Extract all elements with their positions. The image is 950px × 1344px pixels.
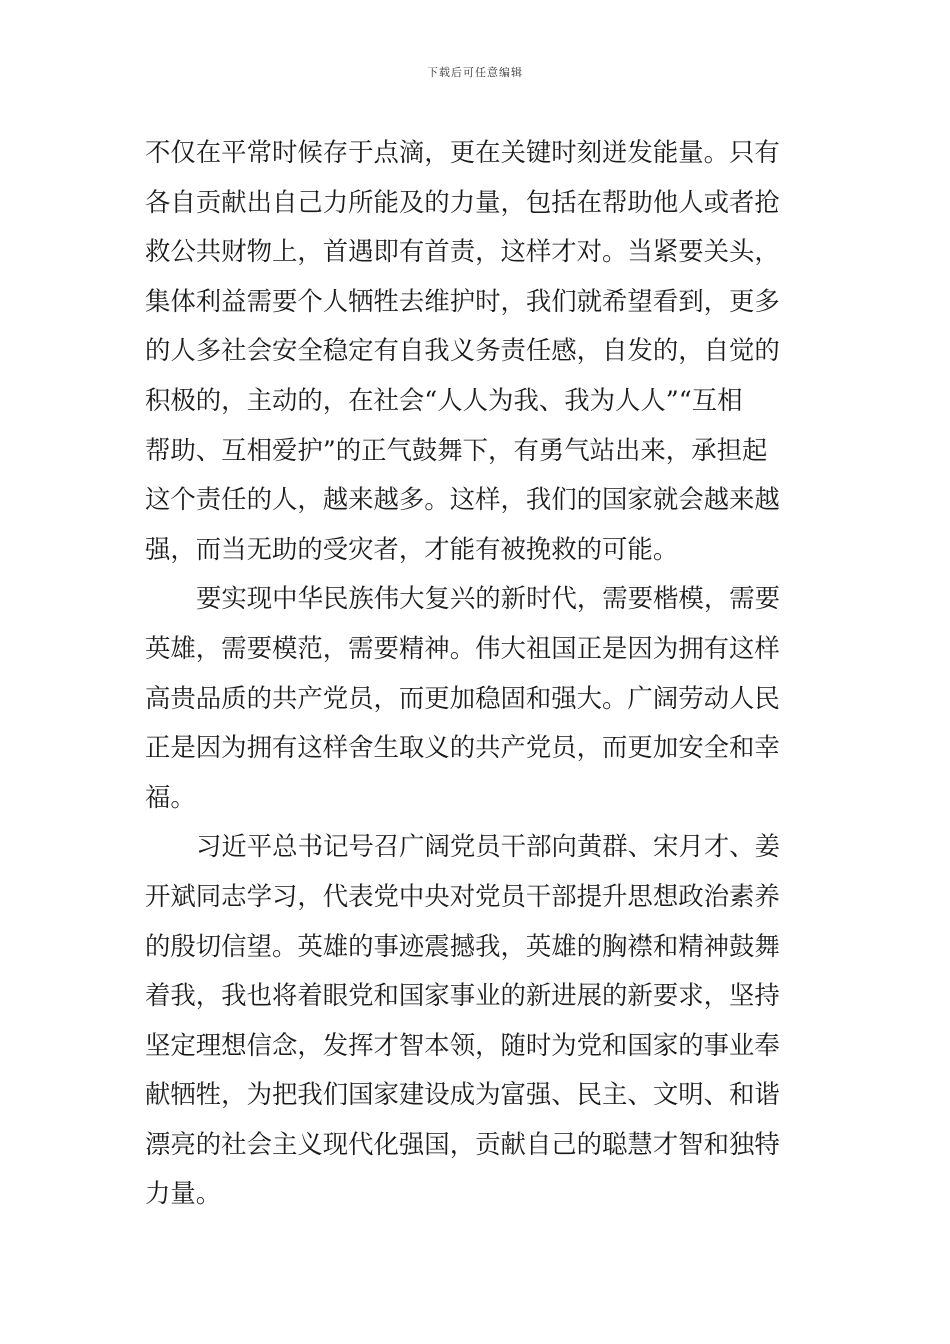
paragraph [145,574,811,822]
text-line: 不仅在平常时候存于点滴，更在关键时刻迸发能量。只有 [145,137,780,167]
text-line: 这个责任的人，越来越多。这样，我们的国家就会越来越 [145,484,780,515]
text-line: 高贵品质的共产党员，而更加稳固和强大。广阔劳动人民 [145,682,780,713]
text-line: 的殷切信望。英雄的事迹震撼我，英雄的胸襟和精神鼓舞 [145,930,780,961]
text-line: 坚定理想信念，发挥才智本领，随时为党和国家的事业奉 [145,1029,780,1060]
text-line: 帮助、互相爱护”的正气鼓舞下，有勇气站出来，承担起 [145,434,768,465]
text-line: 力量。 [145,1178,222,1209]
text-line: 英雄，需要模范，需要精神。伟大祖国正是因为拥有这样 [145,632,780,663]
text-line: 各自贡献出自己力所能及的力量，包括在帮助他人或者抢 [145,186,780,217]
paragraph [145,822,811,1219]
text-line: 强，而当无助的受灾者，才能有被挽救的可能。 [145,533,679,564]
text-line: 正是因为拥有这样舍生取义的共产党员，而更加安全和幸 [145,732,780,763]
text-line: 集体利益需要个人牺牲去维护时，我们就希望看到，更多 [145,285,780,316]
page-header: 下载后可任意编辑 [427,66,523,79]
text-line: 漂亮的社会主义现代化强国，贡献自己的聪慧才智和独特 [145,1128,780,1159]
text-line: 积极的，主动的，在社会“人人为我、我为人人”“互相 [145,384,743,415]
document-body [145,128,811,1219]
text-line: 的人多社会安全稳定有自我义务责任感，自发的，自觉的 [145,335,780,366]
text-line: 开斌同志学习，代表党中央对党员干部提升思想政治素养 [145,880,780,911]
text-line: 习近平总书记号召广阔党员干部向黄群、宋月才、姜 [196,831,780,862]
text-line: 救公共财物上，首遇即有首责，这样才对。当紧要关头， [145,236,780,267]
text-line: 着我，我也将着眼党和国家事业的新进展的新要求，坚持 [145,980,780,1011]
text-line: 福。 [145,781,196,812]
text-line: 要实现中华民族伟大复兴的新时代，需要楷模，需要 [196,583,780,614]
text-line: 献牺牲，为把我们国家建设成为富强、民主、文明、和谐 [145,1079,780,1110]
paragraph [145,128,811,574]
